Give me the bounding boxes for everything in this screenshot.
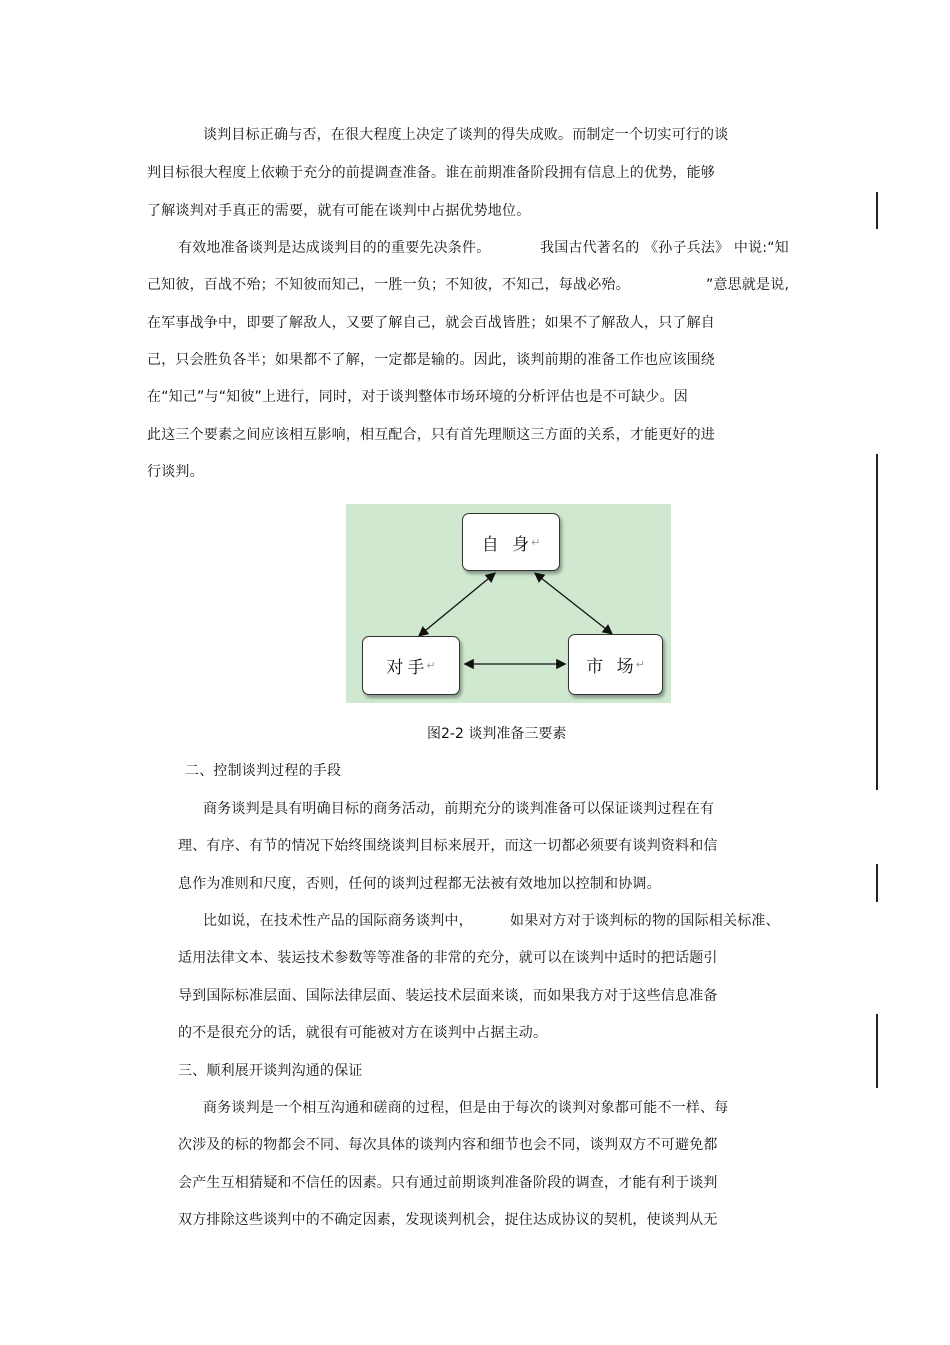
p1-line-3: 了解谈判对手真正的需要，就有可能在谈判中占据优势地位。: [147, 203, 531, 219]
margin-bar: [876, 192, 878, 229]
s3-p1-line-4: 双方排除这些谈判中的不确定因素，发现谈判机会，捉住达成协议的契机，使谈判从无: [178, 1212, 718, 1228]
s2-p2-line-2: 适用法律文本、装运技术参数等等准备的非常的充分，就可以在谈判中适时的把话题引: [178, 950, 718, 966]
s2-p2-line-1b: 如果对方对于谈判标的物的国际相关标准、: [510, 913, 780, 929]
p2-line-6: 此这三个要素之间应该相互影响，相互配合，只有首先理顺这三方面的关系，才能更好的进: [147, 427, 715, 443]
s3-p1-line-3: 会产生互相猜疑和不信任的因素。只有通过前期谈判准备阶段的调查，才能有利于谈判: [178, 1175, 718, 1191]
figure-caption: 图2-2 谈判准备三要素: [427, 726, 567, 742]
node-self-label: 自 身: [481, 534, 534, 555]
s2-p2-line-4: 的不是很充分的话，就很有可能被对方在谈判中占据主动。: [178, 1025, 548, 1041]
margin-bar: [876, 864, 878, 902]
p2-line-4: 己，只会胜负各半；如果都不了解，一定都是输的。因此，谈判前期的准备工作也应该围绕: [147, 352, 715, 368]
return-mark-icon: ↵: [531, 535, 541, 549]
p2-line-5: 在“知己”与“知彼”上进行，同时，对于谈判整体市场环境的分析评估也是不可缺少。因: [147, 389, 689, 405]
s2-p1-line-2: 理、有序、有节的情况下始终围绕谈判目标来展开，而这一切都必须要有谈判资料和信: [178, 838, 718, 854]
margin-bar: [876, 1014, 878, 1088]
arrow-self-market: [536, 574, 611, 633]
node-opponent-label: 对手: [386, 658, 429, 678]
node-self: [462, 513, 560, 571]
node-market: [568, 634, 663, 695]
p2-line-2a: 己知彼，百战不殆；不知彼而知己，一胜一负；不知彼，不知己，每战必殆。: [147, 277, 630, 293]
p2-line-7: 行谈判。: [147, 464, 204, 480]
s2-p1-line-1: 商务谈判是具有明确目标的商务活动，前期充分的谈判准备可以保证谈判过程在有: [203, 801, 715, 817]
p2-line-1b: 我国古代著名的 《孙子兵法》 中说:“知: [540, 240, 789, 256]
s3-p1-line-2: 次涉及的标的物都会不同、每次具体的谈判内容和细节也会不同，谈判双方不可避免都: [178, 1137, 718, 1153]
p2-line-2b: ”意思就是说,: [706, 277, 790, 293]
section2-heading: 二、控制谈判过程的手段: [185, 763, 342, 779]
s2-p2-line-1a: 比如说，在技术性产品的国际商务谈判中，: [203, 913, 473, 929]
three-elements-diagram: [346, 504, 671, 703]
p2-line-3: 在军事战争中，即要了解敌人，又要了解自己，就会百战皆胜；如果不了解敌人，只了解自: [147, 315, 715, 331]
p1-line-1: 谈判目标正确与否，在很大程度上决定了谈判的得失成败。而制定一个切实可行的谈: [203, 127, 729, 143]
s2-p2-line-3: 导到国际标准层面、国际法律层面、装运技术层面来谈，而如果我方对于这些信息准备: [178, 988, 718, 1004]
node-opponent: [362, 636, 460, 695]
p2-line-1a: 有效地准备谈判是达成谈判目的的重要先决条件。: [178, 240, 491, 256]
s3-p1-line-1: 商务谈判是一个相互沟通和磋商的过程，但是由于每次的谈判对象都可能不一样、每: [203, 1100, 729, 1116]
margin-bar: [876, 454, 878, 790]
arrow-self-opponent: [420, 574, 494, 635]
s2-p1-line-3: 息作为准则和尺度，否则，任何的谈判过程都无法被有效地加以控制和协调。: [178, 876, 661, 892]
return-mark-icon: ↵: [426, 659, 436, 672]
return-mark-icon: ↵: [635, 658, 645, 671]
p1-line-2: 判目标很大程度上依赖于充分的前提调查准备。谁在前期准备阶段拥有信息上的优势，能够: [147, 165, 715, 181]
section3-heading: 三、顺利展开谈判沟通的保证: [178, 1063, 363, 1079]
node-market-label: 市 场: [586, 657, 638, 677]
